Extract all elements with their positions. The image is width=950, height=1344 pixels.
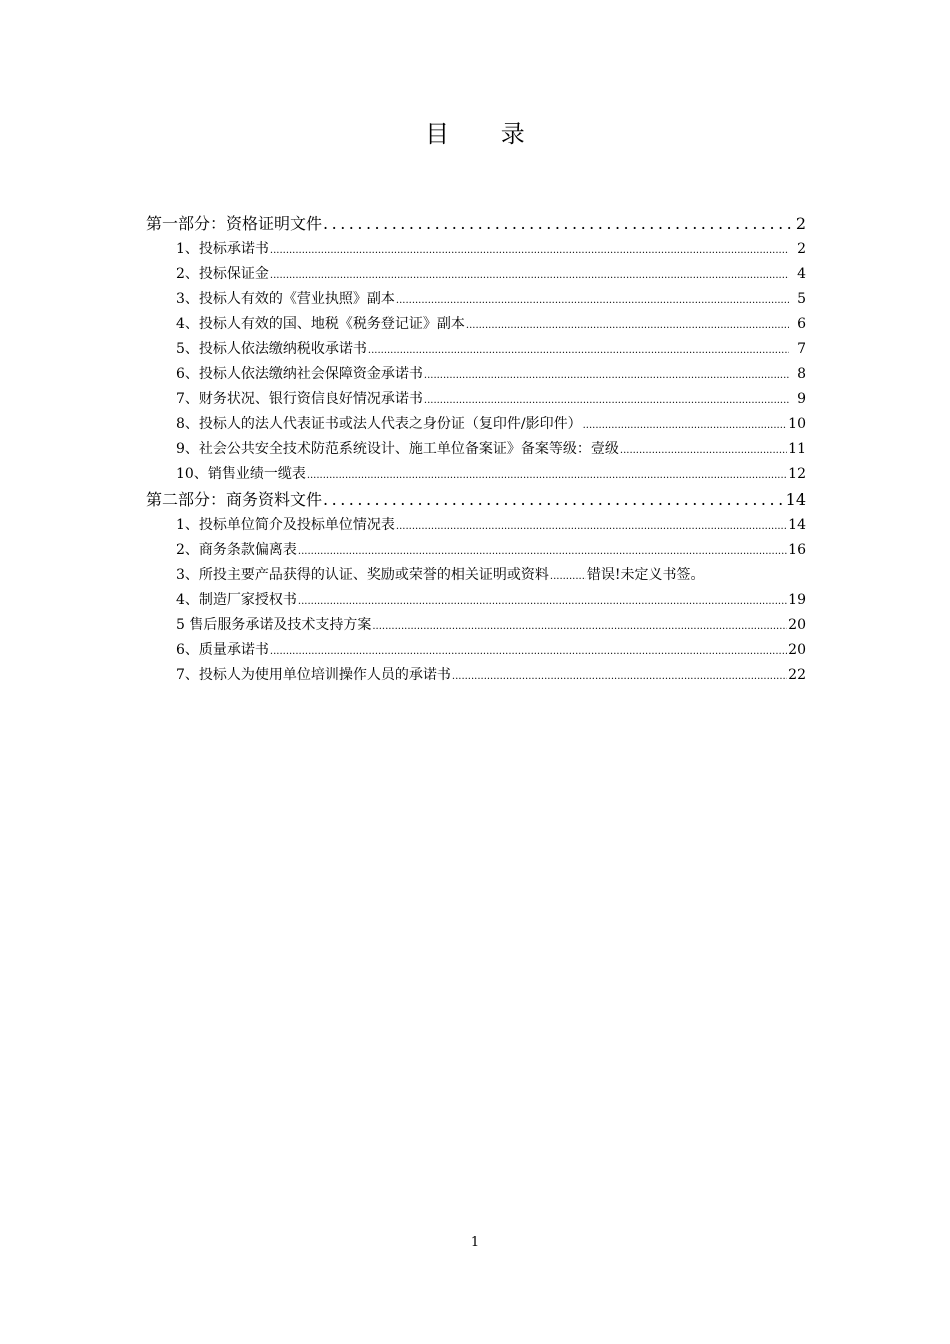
- toc-dot-leader: [307, 463, 787, 487]
- toc-entry-page: 6: [797, 316, 806, 332]
- toc-entry[interactable]: [146, 412, 806, 437]
- toc-entry-page: 12: [788, 466, 806, 482]
- toc-entry[interactable]: [146, 538, 806, 563]
- toc-entry[interactable]: [146, 563, 806, 588]
- toc-dot-leader: [396, 514, 787, 538]
- table-of-contents: [146, 211, 806, 688]
- toc-entry[interactable]: [146, 387, 806, 412]
- toc-entry-label: 2、投标保证金: [176, 266, 269, 282]
- toc-entry-label: 1、投标承诺书: [176, 241, 269, 257]
- toc-entry[interactable]: [146, 287, 806, 312]
- toc-entry-page: 10: [788, 416, 806, 432]
- toc-dot-leader: [452, 664, 787, 688]
- toc-dot-leader: [620, 438, 787, 462]
- toc-dot-leader: [583, 413, 788, 437]
- toc-entry-page: 20: [788, 642, 806, 658]
- toc-entry-page: 11: [788, 441, 806, 457]
- toc-entry[interactable]: [146, 638, 806, 663]
- toc-entry-page: 4: [797, 266, 806, 282]
- toc-entry[interactable]: [146, 362, 806, 387]
- toc-dot-leader: [270, 639, 787, 663]
- toc-entry-label: 4、制造厂家授权书: [176, 592, 297, 608]
- toc-entry-page: 8: [797, 366, 806, 382]
- toc-entry-label: 7、投标人为使用单位培训操作人员的承诺书: [176, 667, 451, 683]
- toc-entry-label: 10、销售业绩一缆表: [176, 466, 306, 482]
- toc-dot-leader: [466, 313, 789, 337]
- toc-entry[interactable]: [146, 237, 806, 262]
- toc-entry-page-error: 错误!未定义书签。: [586, 567, 705, 583]
- toc-entry-label: 3、投标人有效的《营业执照》副本: [176, 291, 395, 307]
- toc-entry[interactable]: [146, 437, 806, 462]
- toc-entry-page: 2: [795, 214, 806, 233]
- toc-entry-part-1[interactable]: [146, 211, 806, 237]
- toc-entry-label: 2、商务条款偏离表: [176, 542, 297, 558]
- toc-dot-leader: [396, 288, 789, 312]
- toc-dot-leader: [298, 539, 787, 563]
- toc-dot-leader: [424, 388, 789, 412]
- toc-dot-leader: [323, 211, 791, 237]
- toc-entry-label: 7、财务状况、银行资信良好情况承诺书: [176, 391, 423, 407]
- toc-entry-label: 第二部分：商务资料文件: [146, 490, 323, 509]
- toc-dot-leader: [270, 263, 789, 287]
- toc-dot-leader: [270, 238, 789, 262]
- page-number: 1: [470, 1235, 480, 1250]
- toc-entry[interactable]: [146, 513, 806, 538]
- toc-entry-label: 第一部分：资格证明文件: [146, 214, 323, 233]
- toc-dot-leader: [298, 589, 787, 613]
- toc-dot-leader: [368, 338, 789, 362]
- toc-entry-page: 14: [788, 517, 806, 533]
- toc-entry-label: 8、投标人的法人代表证书或法人代表之身份证（复印件/影印件）: [176, 416, 582, 432]
- toc-entry-page: 9: [797, 391, 806, 407]
- toc-entry-page: 20: [788, 617, 806, 633]
- toc-entry-label: 9、社会公共安全技术防范系统设计、施工单位备案证》备案等级：壹级: [176, 441, 619, 457]
- toc-entry[interactable]: [146, 663, 806, 688]
- toc-entry-page: 14: [785, 490, 806, 509]
- toc-entry[interactable]: [146, 613, 806, 638]
- toc-entry-page: 19: [788, 592, 806, 608]
- toc-entry-part-2[interactable]: [146, 487, 806, 513]
- toc-entry-page: 5: [797, 291, 806, 307]
- toc-entry[interactable]: [146, 588, 806, 613]
- page-title: 目 录: [425, 120, 547, 148]
- toc-dot-leader: [323, 487, 785, 513]
- toc-entry-label: 3、所投主要产品获得的认证、奖励或荣誉的相关证明或资料: [176, 567, 549, 583]
- toc-entry-label: 6、投标人依法缴纳社会保障资金承诺书: [176, 366, 423, 382]
- toc-dot-leader: [550, 564, 586, 588]
- toc-entry-page: 16: [788, 542, 806, 558]
- toc-dot-leader: [372, 614, 787, 638]
- toc-entry-label: 5 售后服务承诺及技术支持方案: [176, 617, 372, 633]
- toc-entry-page: 2: [797, 241, 806, 257]
- toc-entry-page: 22: [788, 667, 806, 683]
- toc-entry[interactable]: [146, 262, 806, 287]
- toc-entry-page: 7: [797, 341, 806, 357]
- toc-dot-leader: [424, 363, 789, 387]
- toc-entry[interactable]: [146, 312, 806, 337]
- toc-entry-label: 1、投标单位简介及投标单位情况表: [176, 517, 395, 533]
- toc-entry-label: 5、投标人依法缴纳税收承诺书: [176, 341, 367, 357]
- toc-entry-label: 4、投标人有效的国、地税《税务登记证》副本: [176, 316, 465, 332]
- toc-entry[interactable]: [146, 462, 806, 487]
- toc-entry[interactable]: [146, 337, 806, 362]
- toc-entry-label: 6、质量承诺书: [176, 642, 269, 658]
